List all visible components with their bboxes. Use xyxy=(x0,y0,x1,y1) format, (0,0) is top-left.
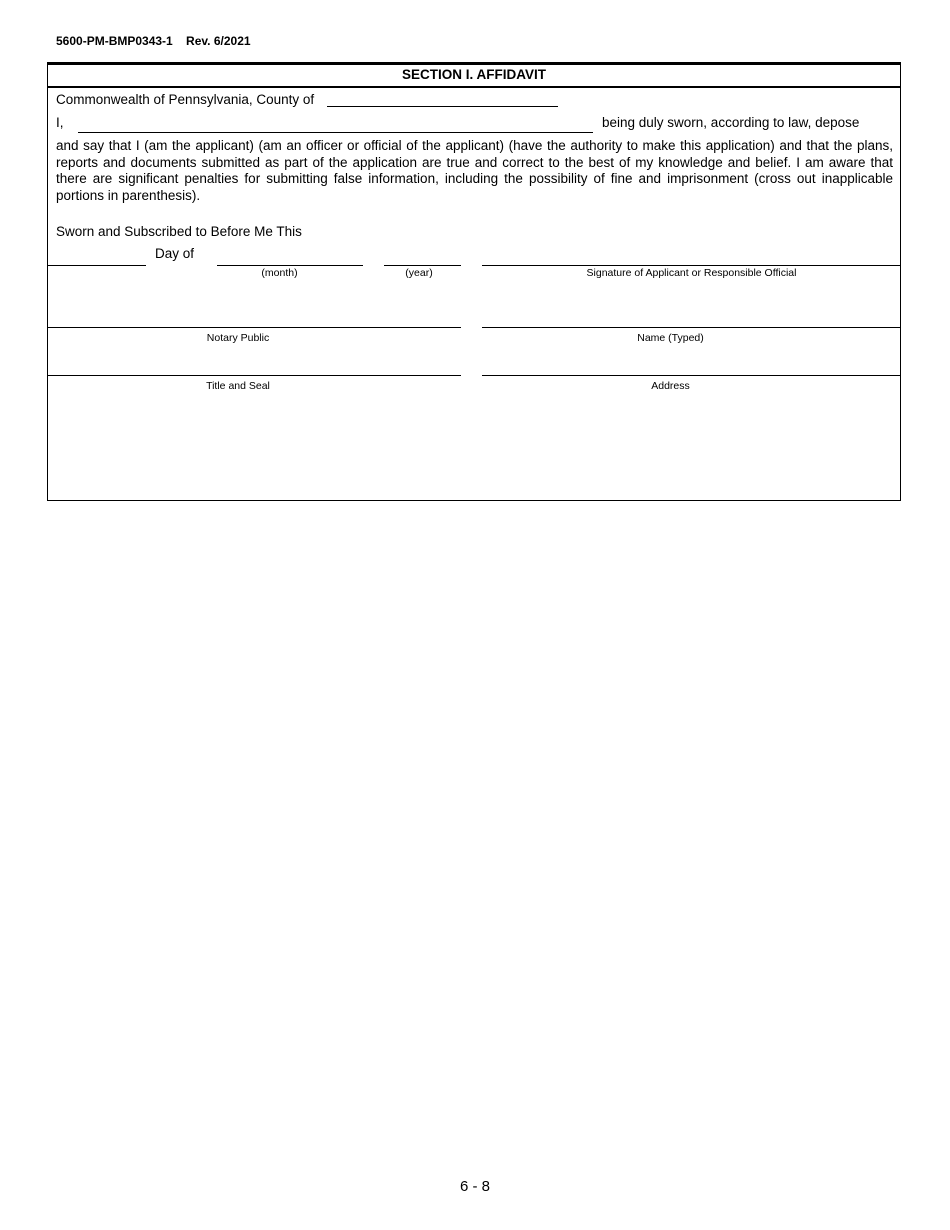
signature-label: Signature of Applicant or Responsible Official xyxy=(586,267,797,279)
title-seal-field[interactable] xyxy=(48,375,461,376)
sworn-subscribed-label: Sworn and Subscribed to Before Me This xyxy=(56,224,302,239)
address-field[interactable] xyxy=(482,375,901,376)
section-title: SECTION I. AFFIDAVIT xyxy=(47,64,901,88)
page-number: 6 - 8 xyxy=(459,1178,490,1195)
sworn-text: being duly sworn, according to law, depose xyxy=(602,115,860,130)
title-seal-label: Title and Seal xyxy=(206,380,270,392)
signature-field[interactable] xyxy=(482,265,901,266)
i-label: I, xyxy=(56,115,64,130)
notary-label: Notary Public xyxy=(206,332,270,344)
address-label: Address xyxy=(651,380,690,392)
year-label: (year) xyxy=(405,267,433,279)
year-field[interactable] xyxy=(384,265,461,266)
name-typed-field[interactable] xyxy=(482,327,901,328)
name-typed-label: Name (Typed) xyxy=(637,332,704,344)
notary-field[interactable] xyxy=(48,327,461,328)
affiant-name-field[interactable] xyxy=(78,132,593,133)
day-of-label: Day of xyxy=(155,246,195,261)
form-id: 5600-PM-BMP0343-1 Rev. 6/2021 xyxy=(56,34,251,48)
day-field[interactable] xyxy=(48,265,146,266)
month-field[interactable] xyxy=(217,265,363,266)
county-label: Commonwealth of Pennsylvania, County of xyxy=(56,92,315,107)
county-field[interactable] xyxy=(327,106,558,107)
affidavit-statement: and say that I (am the applicant) (am an officer or official of the applicant) (have the authority to make this application) and that the plans, reports and documents submitted as part of the application are true and correct to the best of my knowledge and belief. I am aware that there are significant penalties for submitting false information, including the possibility of fine and imprisonment (cross out inapplicable portions in parenthesis). xyxy=(56,138,893,203)
month-label: (month) xyxy=(261,267,298,279)
